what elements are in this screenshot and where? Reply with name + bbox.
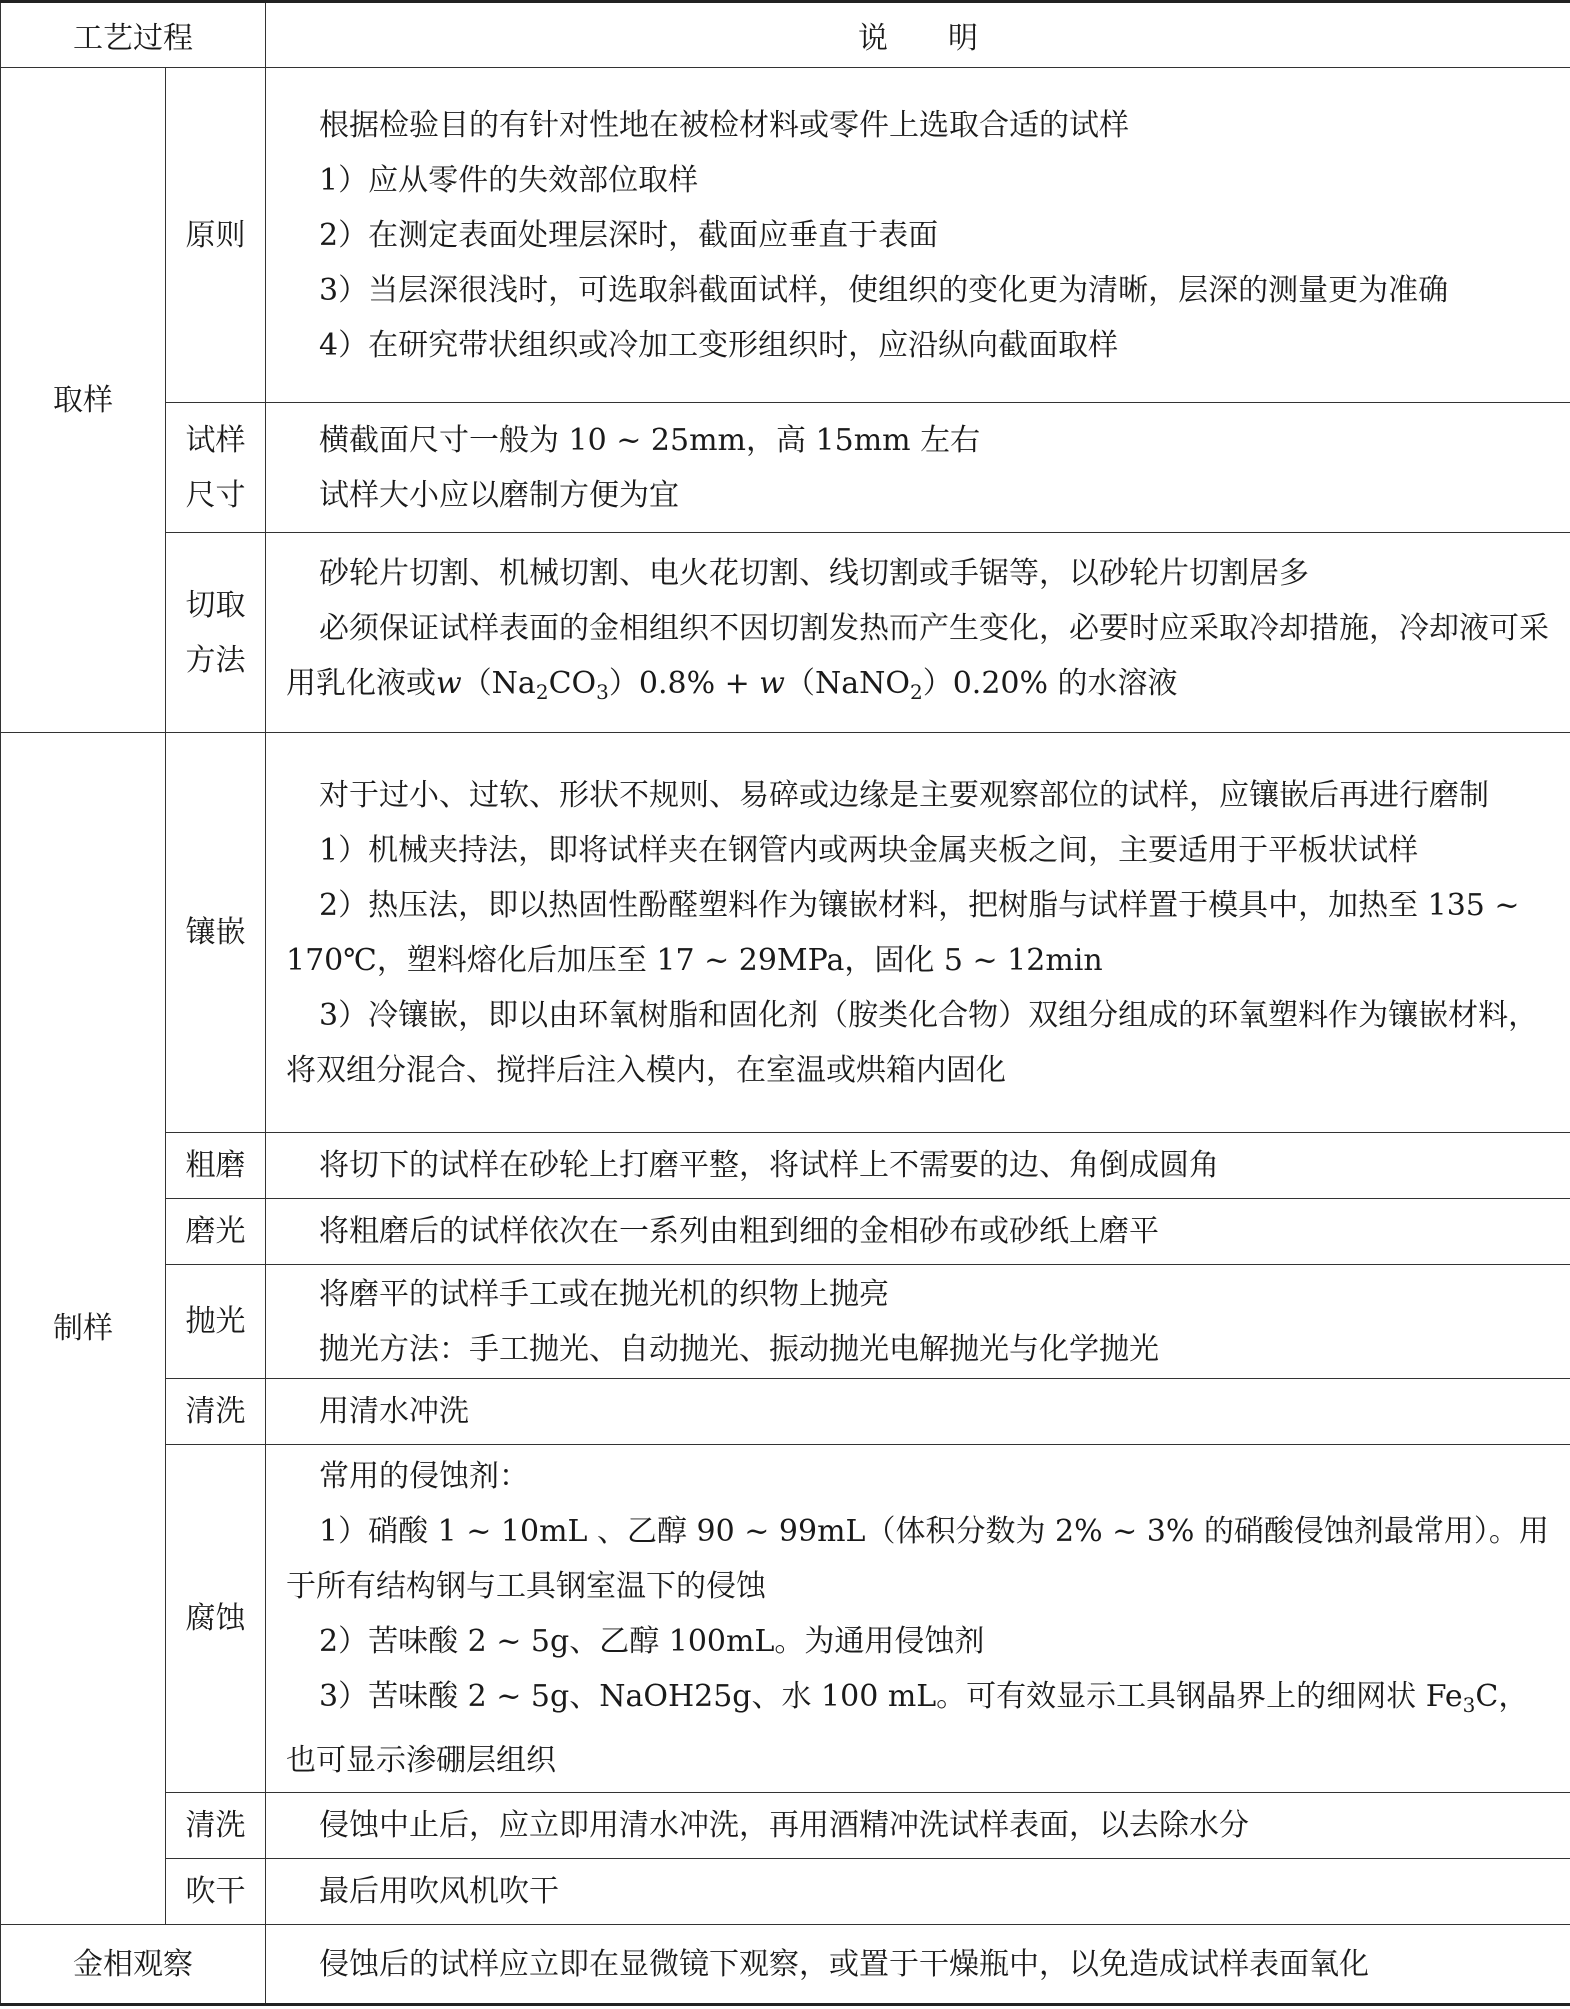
text-line: 1）硝酸 1 ~ 10mL 、乙醇 90 ~ 99mL（体积分数为 2% ~ 3% 的硝酸侵蚀剂最常用）。用于所有结构钢与工具钢室温下的侵蚀 — [286, 1514, 1549, 1604]
text-segment: （NaNO — [784, 665, 910, 701]
row-desc-observation — [266, 1925, 1570, 2005]
table-row — [1, 1265, 1570, 1379]
row-label-size — [166, 403, 266, 533]
group-preparation: 制样 — [1, 733, 166, 1925]
row-desc-grinding — [266, 1199, 1570, 1265]
text-segment: CO — [548, 665, 597, 701]
table-row — [1, 1199, 1570, 1265]
row-desc-size — [266, 403, 1570, 533]
text-line: 对于过小、过软、形状不规则、易碎或边缘是主要观察部位的试样，应镶嵌后再进行磨制 — [319, 777, 1489, 813]
row-label-etching: 腐蚀 — [166, 1445, 266, 1793]
text-line: 1）机械夹持法，即将试样夹在钢管内或两块金属夹板之间，主要适用于平板状试样 — [319, 832, 1419, 868]
text-line: 2）在测定表面处理层深时，截面应垂直于表面 — [319, 217, 939, 253]
row-label-polishing: 抛光 — [166, 1265, 266, 1379]
text-line: 抛光方法：手工抛光、自动抛光、振动抛光电解抛光与化学抛光 — [319, 1331, 1159, 1367]
table-row — [1, 68, 1570, 403]
subscript: 3 — [1462, 1693, 1476, 1717]
label-text: 切取方法 — [185, 587, 246, 678]
text-segment: + — [715, 665, 760, 701]
table-row — [1, 733, 1570, 1133]
subscript: 2 — [535, 679, 549, 704]
text-line: 3）冷镶嵌，即以由环氧树脂和固化剂（胺类化合物）双组分组成的环氧塑料作为镶嵌材料，将双组分混合、搅拌后注入模内，在室温或烘箱内固化 — [286, 997, 1539, 1088]
row-label-principle: 原则 — [166, 68, 266, 403]
row-desc-polishing — [266, 1265, 1570, 1379]
table-row — [1, 1133, 1570, 1199]
row-desc-wash1 — [266, 1379, 1570, 1445]
text-line: 试样大小应以磨制方便为宜 — [319, 477, 679, 513]
row-label-cutting — [166, 533, 266, 733]
table-row — [1, 1445, 1570, 1793]
row-desc-etching — [266, 1445, 1570, 1793]
text-line: 将粗磨后的试样依次在一系列由粗到细的金相砂布或砂纸上磨平 — [319, 1214, 1159, 1249]
row-label-rough: 粗磨 — [166, 1133, 266, 1199]
text-line: 4）在研究带状组织或冷加工变形组织时，应沿纵向截面取样 — [319, 327, 1119, 363]
table-row — [1, 1379, 1570, 1445]
text-line: 将磨平的试样手工或在抛光机的织物上抛亮 — [319, 1276, 889, 1312]
header-process: 工艺过程 — [1, 2, 266, 68]
table-row — [1, 403, 1570, 533]
text-line: 常用的侵蚀剂： — [319, 1459, 529, 1494]
text-line — [286, 1669, 1558, 1788]
text-line: 2）苦味酸 2 ~ 5g、乙醇 100mL。为通用侵蚀剂 — [319, 1624, 985, 1659]
text-line: 侵蚀后的试样应立即在显微镜下观察，或置于干燥瓶中，以免造成试样表面氧化 — [319, 1946, 1369, 1982]
table-header-row — [1, 2, 1570, 68]
table-row — [1, 1859, 1570, 1925]
text-line: 最后用吹风机吹干 — [319, 1874, 559, 1909]
subscript: 3 — [596, 679, 609, 704]
group-sampling: 取样 — [1, 68, 166, 733]
text-line: 1）应从零件的失效部位取样 — [319, 162, 699, 198]
row-label-drying: 吹干 — [166, 1859, 266, 1925]
row-desc-drying — [266, 1859, 1570, 1925]
text-line: 砂轮片切割、机械切割、电火花切割、线切割或手锯等，以砂轮片切割居多 — [319, 555, 1309, 591]
symbol-w: w — [759, 665, 785, 701]
label-text: 试样尺寸 — [185, 422, 246, 513]
header-description-text: 说 明 — [858, 21, 978, 56]
table-row — [1, 1793, 1570, 1859]
text-line: 侵蚀中止后，应立即用清水冲洗，再用酒精冲洗试样表面，以去除水分 — [319, 1808, 1249, 1843]
group-observation: 金相观察 — [1, 1925, 266, 2005]
row-desc-rough — [266, 1133, 1570, 1199]
text-line — [286, 601, 1558, 720]
row-desc-cutting — [266, 533, 1570, 733]
table-row — [1, 1925, 1570, 2005]
text-segment: 3）苦味酸 2 ~ 5g、NaOH25g、水 100 mL。可有效显示工具钢晶界上的细网状 Fe — [319, 1679, 1463, 1714]
row-desc-principle — [266, 68, 1570, 403]
row-desc-wash2 — [266, 1793, 1570, 1859]
row-label-wash2: 清洗 — [166, 1793, 266, 1859]
row-label-mounting: 镶嵌 — [166, 733, 266, 1133]
row-label-grinding: 磨光 — [166, 1199, 266, 1265]
text-segment: C，也可显示渗硼层组织 — [286, 1679, 1529, 1778]
text-line: 3）当层深很浅时，可选取斜截面试样，使组织的变化更为清晰，层深的测量更为准确 — [319, 272, 1449, 308]
row-label-wash1: 清洗 — [166, 1379, 266, 1445]
symbol-w: w — [436, 665, 462, 701]
text-segment: （Na — [461, 665, 536, 701]
text-line: 根据检验目的有针对性地在被检材料或零件上选取合适的试样 — [319, 107, 1129, 143]
text-line: 横截面尺寸一般为 10 ~ 25mm，高 15mm 左右 — [319, 422, 981, 458]
table-row — [1, 533, 1570, 733]
text-segment: ）0.20% 的水溶液 — [922, 665, 1178, 701]
text-line: 用清水冲洗 — [319, 1394, 469, 1429]
subscript: 2 — [909, 679, 923, 704]
text-segment: ）0.8% — [608, 665, 716, 701]
text-line: 将切下的试样在砂轮上打磨平整，将试样上不需要的边、角倒成圆角 — [319, 1148, 1219, 1183]
text-line: 2）热压法，即以热固性酚醛塑料作为镶嵌材料，把树脂与试样置于模具中，加热至 135 ~ 170℃，塑料熔化后加压至 17 ~ 29MPa，固化 5 ~ 12min — [286, 887, 1520, 978]
row-desc-mounting — [266, 733, 1570, 1133]
header-description — [266, 2, 1570, 68]
text-segment: 必须保证试样表面的金相组织不因切割发热而产生变化，必要时应采取冷却措施，冷却液可采用乳化液或 — [286, 610, 1549, 701]
